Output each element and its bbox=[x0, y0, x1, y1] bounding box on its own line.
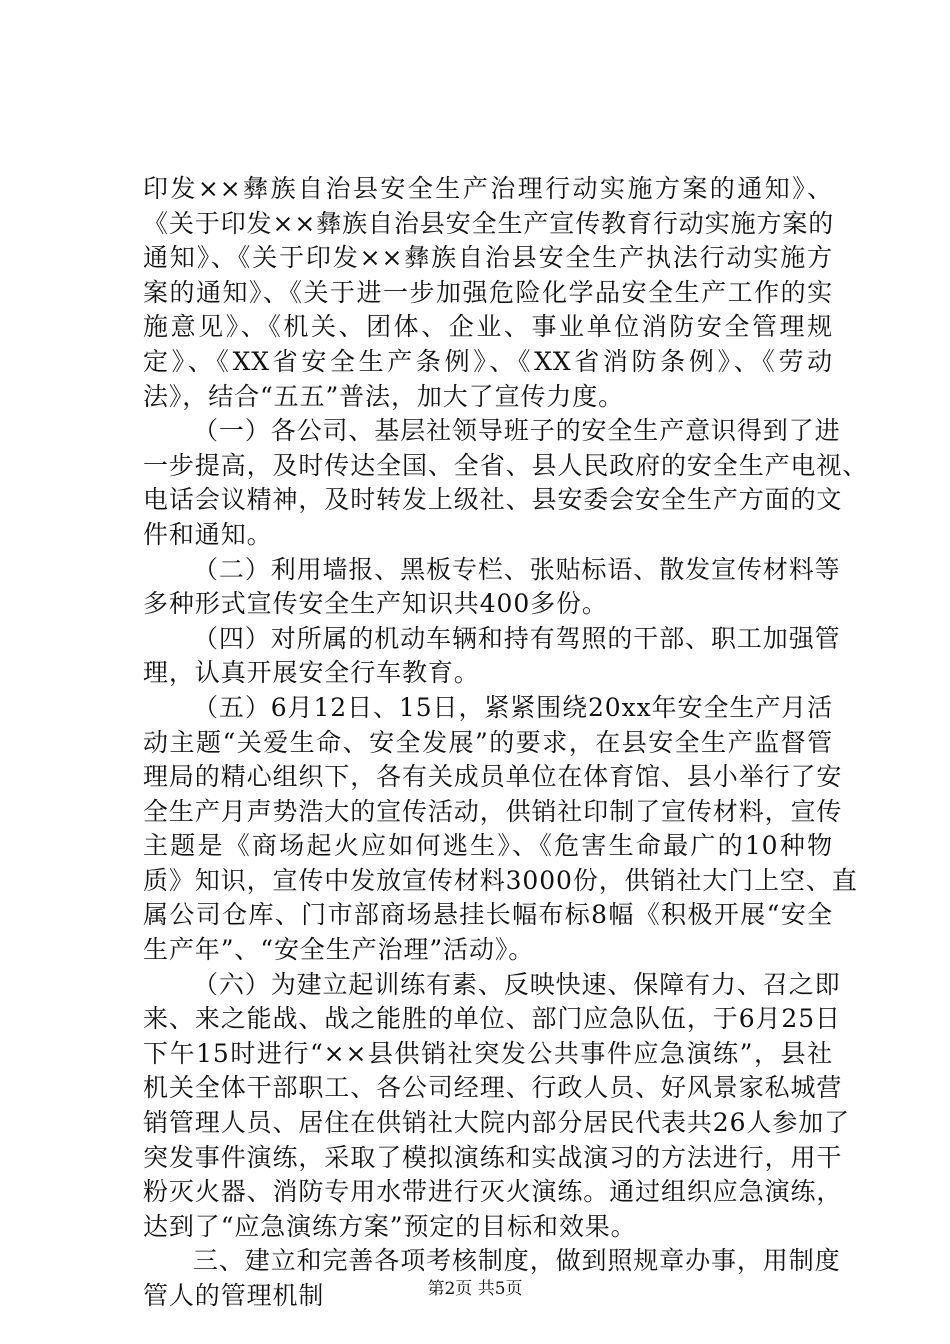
text-line: 多种形式宣传安全生产知识共400多份。 bbox=[143, 589, 608, 619]
text-line: （六）为建立起训练有素、反映快速、保障有力、召之即 bbox=[193, 969, 841, 999]
body-text bbox=[143, 172, 869, 1314]
text-line: 通知》、《关于印发××彝族自治县安全生产执法行动实施方 bbox=[143, 243, 833, 273]
text-line: 达到了“应急演练方案”预定的目标和效果。 bbox=[143, 1211, 637, 1241]
text-line: 突发事件演练，采取了模拟演练和实战演习的方法进行，用干 bbox=[143, 1142, 843, 1172]
text-line: 销管理人员、居住在供销社大院内部分居民代表共26人参加了 bbox=[143, 1108, 851, 1138]
text-line: 理，认真开展安全行车教育。 bbox=[143, 658, 480, 688]
text-line: （四）对所属的机动车辆和持有驾照的干部、职工加强管 bbox=[193, 623, 841, 653]
text-line: 属公司仓库、门市部商场悬挂长幅布标8幅《积极开展“安全 bbox=[143, 900, 833, 930]
text-line: 下午15时进行“××县供销社突发公共事件应急演练”，县社 bbox=[143, 1038, 833, 1068]
text-line: 粉灭火器、消防专用水带进行灭火演练。通过组织应急演练， bbox=[143, 1177, 843, 1207]
text-line: 《关于印发××彝族自治县安全生产宣传教育行动实施方案的 bbox=[143, 208, 835, 238]
text-line: 电话会议精神，及时转发上级社、县安委会安全生产方面的文 bbox=[143, 485, 843, 515]
text-line: （二）利用墙报、黑板专栏、张贴标语、散发宣传材料等 bbox=[193, 554, 841, 584]
text-line: 机关全体干部职工、各公司经理、行政人员、好风景家私城营 bbox=[143, 1073, 843, 1103]
text-line: 印发××彝族自治县安全生产治理行动实施方案的通知》、 bbox=[143, 174, 833, 203]
text-line: 全生产月声势浩大的宣传活动，供销社印制了宣传材料，宣传 bbox=[143, 796, 843, 826]
text-line: （一）各公司、基层社领导班子的安全生产意识得到了进 bbox=[193, 416, 841, 446]
text-line: （五）6月12日、15日，紧紧围绕20xx年安全生产月活 bbox=[193, 692, 833, 722]
page-footer: 第2页 共5页 bbox=[427, 1279, 523, 1299]
text-line: 管人的管理机制 bbox=[143, 1281, 325, 1310]
text-line: 法》，结合“五五”普法，加大了宣传力度。 bbox=[143, 381, 625, 411]
text-line: 一步提高，及时传达全国、全省、县人民政府的安全生产电视、 bbox=[143, 450, 869, 480]
text-line: 施意见》、《机关、团体、企业、事业单位消防安全管理规 bbox=[143, 312, 833, 342]
text-line: 生产年”、“安全生产治理”活动》。 bbox=[143, 935, 535, 965]
text-line: 质》知识，宣传中发放宣传材料3000份，供销社大门上空、直 bbox=[143, 865, 858, 895]
text-line: 定》、《XX省安全生产条例》、《XX省消防条例》、《劳动 bbox=[143, 346, 833, 376]
text-line: 件和通知。 bbox=[143, 519, 273, 549]
text-line: 理局的精心组织下，各有关成员单位在体育馆、县小举行了安 bbox=[143, 762, 843, 792]
text-line: 来、来之能战、战之能胜的单位、部门应急队伍，于6月25日 bbox=[143, 1004, 841, 1034]
text-line: 动主题“关爱生命、安全发展”的要求，在县安全生产监督管 bbox=[143, 727, 833, 757]
text-line: 三、建立和完善各项考核制度，做到照规章办事，用制度 bbox=[193, 1246, 841, 1276]
text-line: 主题是《商场起火应如何逃生》、《危害生命最广的10种物 bbox=[143, 831, 833, 861]
text-line: 案的通知》、《关于进一步加强危险化学品安全生产工作的实 bbox=[143, 277, 833, 307]
